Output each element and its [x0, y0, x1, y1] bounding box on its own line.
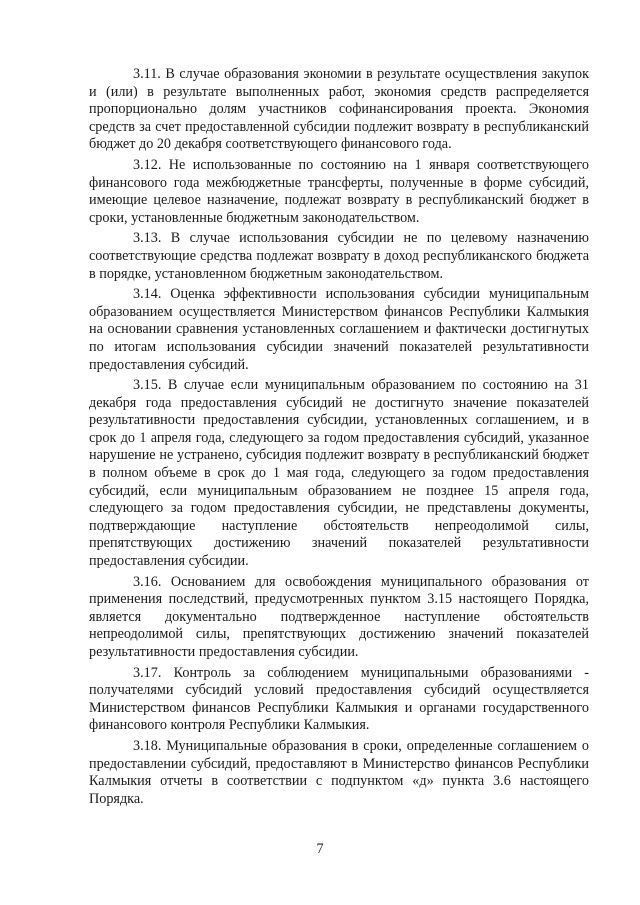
paragraph-3-16: 3.16. Основанием для освобождения муниципального образования от применения последствий, предусмотренных пунктом 3.15 настоящего Порядка, является документально подтвержденное наступление обстоятельств непреодолимой силы, препятствующих достижению значений показателей результативности предоставления субсидии.: [89, 573, 589, 660]
document-body: [89, 66, 589, 811]
paragraph-3-17: 3.17. Контроль за соблюдением муниципальными образованиями - получателями субсидий условий предоставления субсидий осуществляется Министерством финансов Республики Калмыкия и органами государственного финансового контроля Республики Калмыкия.: [89, 664, 589, 734]
paragraph-3-13: 3.13. В случае использования субсидии не по целевому назначению соответствующие средства подлежат возврату в доход республиканского бюджета в порядке, установленном бюджетным законодательством.: [89, 230, 589, 282]
paragraph-3-18: 3.18. Муниципальные образования в сроки, определенные соглашением о предоставлении субсидий, предоставляют в Министерство финансов Республики Калмыкия отчеты в соответствии с подпунктом «д» пункта 3.6 настоящего Порядка.: [89, 737, 589, 807]
paragraph-3-11: 3.11. В случае образования экономии в результате осуществления закупок и (или) в результате выполненных работ, экономия средств распределяется пропорционально долям участников софинансирования проекта. Экономия средств за счет предоставленной субсидии подлежит возврату в республиканский бюджет до 20 декабря соответствующего финансового года.: [89, 66, 589, 153]
paragraph-3-15: 3.15. В случае если муниципальным образованием по состоянию на 31 декабря года предоставления субсидий не достигнуто значение показателей результативности предоставления субсидии, установленных соглашением, и в срок до 1 апреля года, следующего за годом предоставления субсидий, указанное нарушение не устранено, субсидия подлежит возврату в республиканский бюджет в полном объеме в срок до 1 мая года, следующего за годом предоставления субсидий, если муниципальным образованием не позднее 15 апреля года, следующего за годом предоставления субсидии, не представлены документы, подтверждающие наступление обстоятельств непреодолимой силы, препятствующих достижению значений показателей результативности предоставления субсидии.: [89, 377, 589, 570]
paragraph-3-14: 3.14. Оценка эффективности использования субсидии муниципальным образованием осуществляется Министерством финансов Республики Калмыкия на основании сравнения установленных соглашением и фактически достигнутых по итогам использования субсидии значений показателей результативности предоставления субсидий.: [89, 286, 589, 373]
paragraph-3-12: 3.12. Не использованные по состоянию на 1 января соответствующего финансового года межбюджетные трансферты, полученные в форме субсидий, имеющие целевое назначение, подлежат возврату в республиканский бюджет в сроки, установленные бюджетным законодательством.: [89, 156, 589, 226]
page-number: 7: [316, 841, 324, 857]
